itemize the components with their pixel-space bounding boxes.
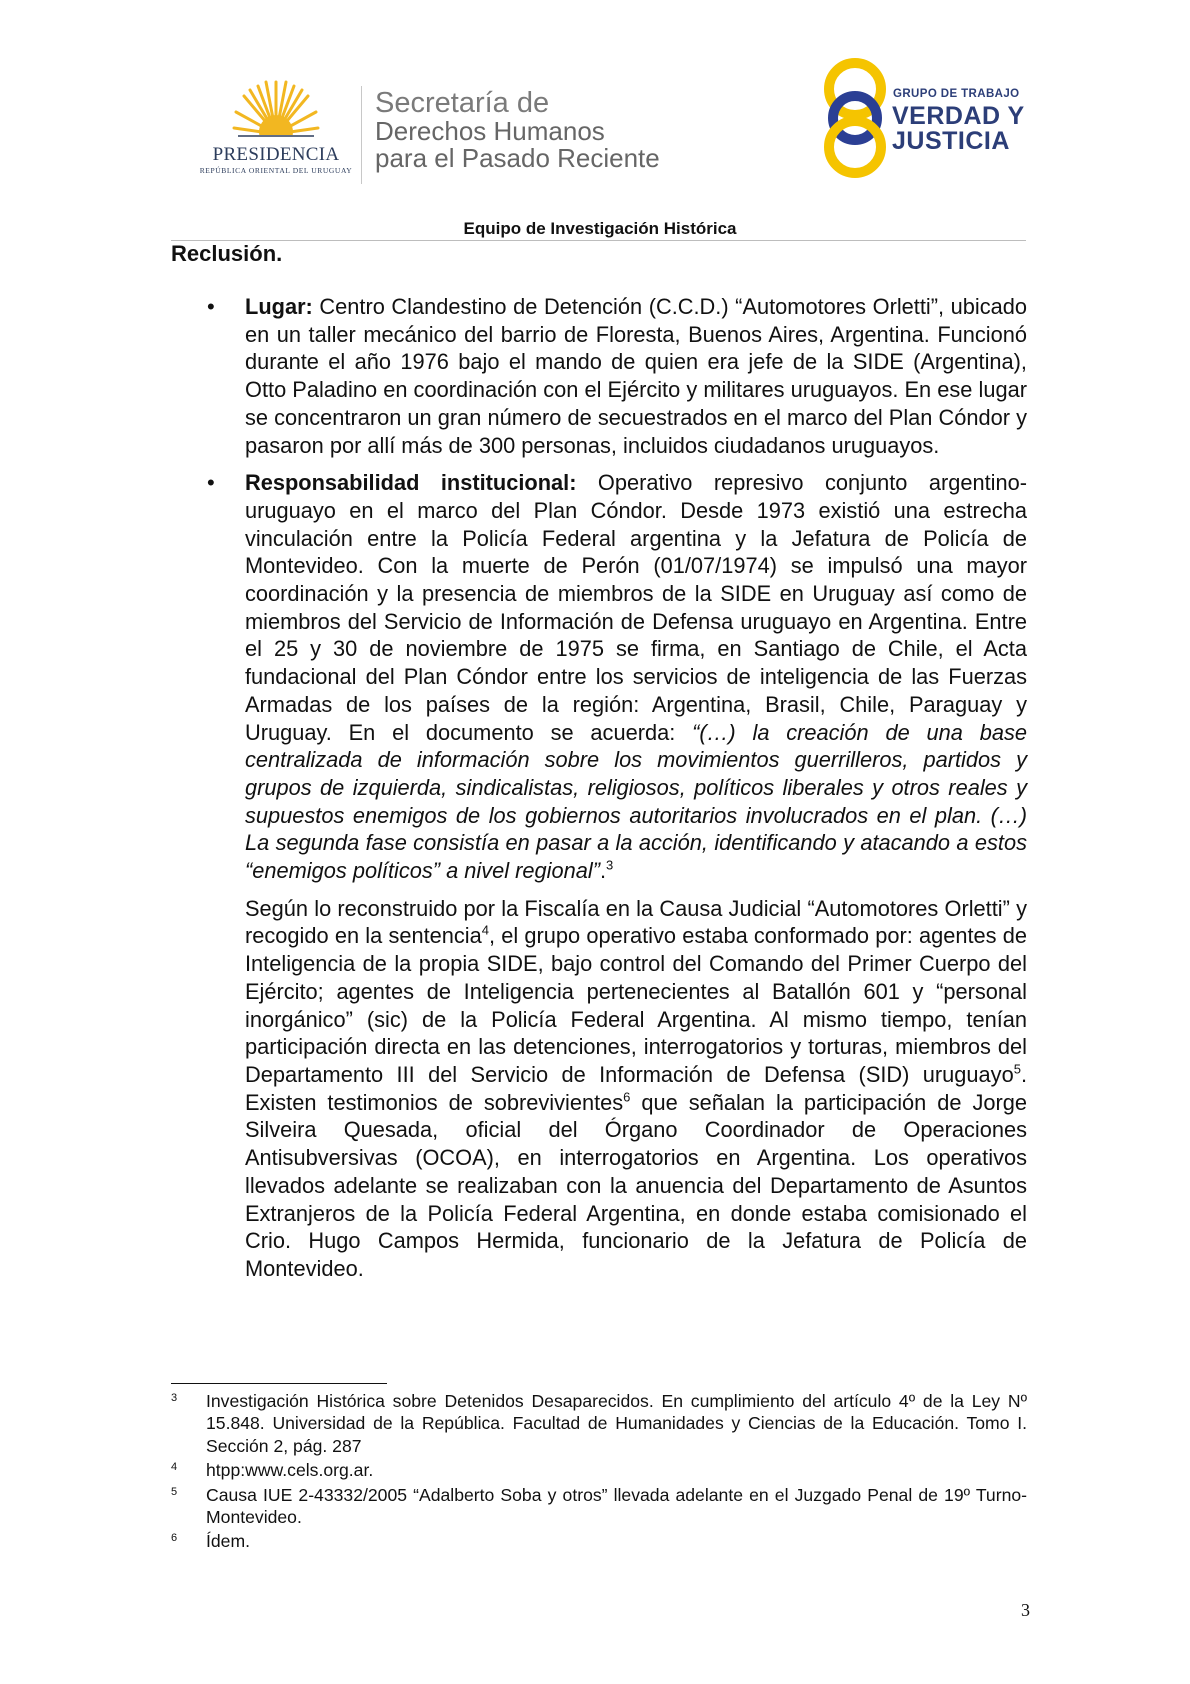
linked-rings-icon bbox=[822, 56, 888, 180]
footnote-text: Investigación Histórica sobre Detenidos Desaparecidos. En cumplimiento del artículo 4º de la Ley Nº 15.848. Universidad de la República. Facultad de Humanidades y Ciencias de la Educación. Tomo I. Sección 2, pág. 287 bbox=[206, 1391, 1027, 1456]
verdad-label: VERDAD Y bbox=[892, 102, 1025, 130]
header-rule bbox=[171, 240, 1026, 241]
section-title: Reclusión. bbox=[171, 241, 283, 266]
team-header: Equipo de Investigación Histórica bbox=[463, 219, 737, 238]
condor-quote: “(…) la creación de una base centralizada de información sobre los movimientos guerrilleros, partidos y grupos de izquierda, sindicalistas, religiosos, políticos liberales y otros reales y supuestos enemigos de los gobiernos autoritarios involucrados en el plan. (…) La segunda fase consistía en pasar a la acción, identificando y atacando a estos “enemigos políticos” a nivel regional” bbox=[245, 719, 1027, 884]
footnote-text: Causa IUE 2-43332/2005 “Adalberto Soba y otros” llevada adelante en el Juzgado Penal de 19º Turno-Montevideo. bbox=[206, 1484, 1027, 1528]
bullet-lugar-text bbox=[245, 293, 1027, 459]
footnote-4 bbox=[171, 1459, 1027, 1481]
grupo-verdad-justicia-logo bbox=[822, 56, 1025, 186]
footnote-text: Ídem. bbox=[206, 1531, 251, 1552]
paragraph-part-1: Según lo reconstruido por la Fiscalía en la Causa Judicial “Automotores Orletti” y recogido en la sentencia bbox=[245, 895, 1027, 949]
bullet-responsabilidad bbox=[171, 469, 1027, 885]
footnote-number: 3 bbox=[171, 1392, 178, 1404]
secretaria-line-1: Secretaría de bbox=[375, 87, 550, 119]
footnote-number: 5 bbox=[171, 1485, 178, 1498]
justicia-label: JUSTICIA bbox=[892, 127, 1010, 155]
secretaria-logotype bbox=[375, 88, 715, 172]
paragraph-part-3: . Existen testimonios de sobrevivientes bbox=[245, 1061, 1027, 1115]
bullet-lugar bbox=[171, 293, 1027, 459]
presidencia-subtitle: REPÚBLICA ORIENTAL DEL URUGUAY bbox=[199, 166, 353, 175]
bullet-responsabilidad-text bbox=[245, 469, 1027, 885]
footnote-separator bbox=[171, 1383, 387, 1384]
presidencia-logo bbox=[196, 78, 356, 188]
footnote-ref-3[interactable]: 3 bbox=[606, 857, 614, 873]
paragraph-part-2: , el grupo operativo estaba conformado por: agentes de Inteligencia de la propia SIDE, bajo control del Comando del Primer Cuerpo del Ejército; agentes de Inteligencia pertenecientes al Batallón 601 y “personal inorgánico” (sic) de la Policía Federal Argentina. Al mismo tiempo, tenían participación directa en las detenciones, interrogatorios y torturas, miembros del Departamento III del Servicio de Información de Defensa (SID) uruguayo bbox=[245, 923, 1027, 1087]
footnote-ref-5[interactable]: 5 bbox=[1013, 1061, 1021, 1077]
footnote-link[interactable]: htpp:www.cels.org.ar. bbox=[206, 1460, 374, 1481]
footnote-number: 6 bbox=[171, 1532, 178, 1545]
footnote-6 bbox=[171, 1530, 1027, 1552]
footnote-number: 4 bbox=[171, 1461, 178, 1474]
orletti-paragraph bbox=[171, 895, 1027, 1283]
grupo-label: GRUPO DE TRABAJO bbox=[893, 88, 1020, 100]
footnote-ref-4[interactable]: 4 bbox=[481, 923, 489, 939]
bullet-marker: • bbox=[207, 294, 215, 319]
footnote-3 bbox=[171, 1390, 1027, 1457]
presidencia-name: PRESIDENCIA bbox=[212, 144, 340, 165]
paragraph-part-4: que señalan la participación de Jorge Silveira Quesada, oficial del Órgano Coordinador de Operaciones Antisubversivas (OCOA), en interrogatorios en Argentina. Los operativos llevados adelante se realizaban con la anuencia del Departamento de Asuntos Extranjeros de la Policía Federal Argentina, en donde estaba comisionado el Crio. Hugo Campos Hermida, funcionario de la Jefatura de Policía de Montevideo. bbox=[245, 1089, 1027, 1281]
page-header bbox=[0, 0, 1190, 238]
footnotes bbox=[171, 1390, 1027, 1555]
footnote-5 bbox=[171, 1484, 1027, 1529]
quote-end: . bbox=[599, 858, 607, 884]
bullet-body: Centro Clandestino de Detención (C.C.D.) “Automotores Orletti”, ubicado en un taller mecánico del barrio de Floresta, Buenos Aires, Argentina. Funcionó durante el año 1976 bajo el mando de quien era jefe de la SIDE (Argentina), Otto Paladino en coordinación con el Ejército y militares uruguayos. En ese lugar se concentraron un gran número de secuestrados en el marco del Plan Cóndor y pasaron por allí más de 300 personas, incluidos ciudadanos uruguayos. bbox=[245, 294, 1027, 458]
secretaria-line-3: para el Pasado Reciente bbox=[375, 143, 660, 173]
bullet-body: Operativo represivo conjunto argentino-uruguayo en el marco del Plan Cóndor. Desde 1973 existió una estrecha vinculación entre la Policía Federal argentina y la Jefatura de Policía de Montevideo. Con la muerte de Perón (01/07/1974) se impulsó una mayor coordinación y la presencia de miembros de la SIDE en Uruguay así como de miembros del Servicio de Información de Defensa uruguayo en Argentina. Entre el 25 y 30 de noviembre de 1975 se firma, en Santiago de Chile, el Acta fundacional del Plan Cóndor entre los servicios de inteligencia de las Fuerzas Armadas de los países de la región: Argentina, Brasil, Chile, Paraguay y Uruguay. En el documento se acuerda: bbox=[245, 470, 1027, 745]
bullet-marker: • bbox=[207, 470, 215, 496]
secretaria-line-2: Derechos Humanos bbox=[375, 116, 605, 146]
page-number: 3 bbox=[1021, 1600, 1030, 1620]
sun-icon bbox=[232, 78, 320, 144]
logo-divider bbox=[361, 86, 362, 184]
bullet-label: Lugar: bbox=[245, 294, 313, 319]
footnote-ref-6[interactable]: 6 bbox=[623, 1089, 631, 1105]
main-content bbox=[171, 293, 1027, 1283]
bullet-label: Responsabilidad institucional: bbox=[245, 470, 577, 496]
